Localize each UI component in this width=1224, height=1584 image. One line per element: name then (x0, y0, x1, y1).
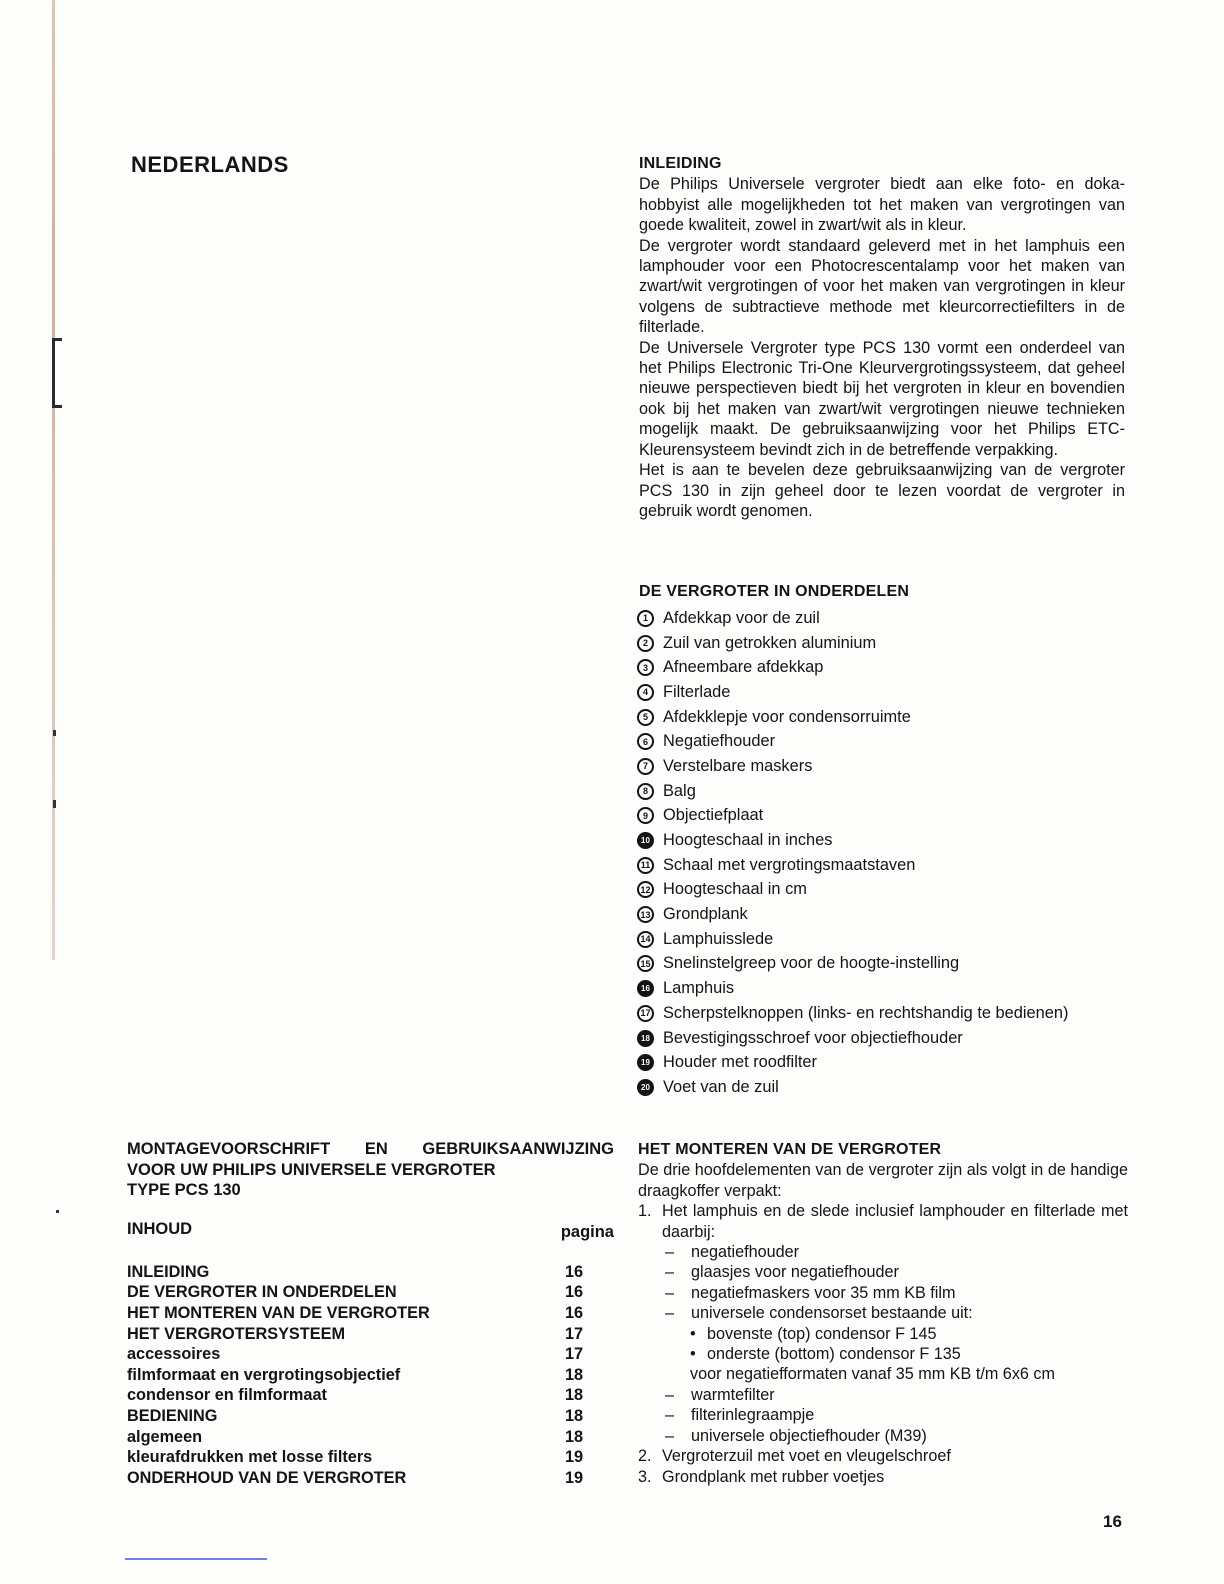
list-text: Vergroterzuil met voet en vleugelschroef (662, 1447, 951, 1466)
table-row (127, 1262, 614, 1283)
table-row (127, 1283, 614, 1304)
circled-number: 8 (637, 783, 654, 800)
part-label: Afneembare afdekkap (663, 658, 824, 677)
language-title: NEDERLANDS (131, 152, 289, 177)
title-line: VOOR UW PHILIPS UNIVERSELE VERGROTER (127, 1160, 496, 1179)
toc-entry: ONDERHOUD VAN DE VERGROTER (127, 1468, 407, 1487)
list-text: glaasjes voor negatiefhouder (691, 1263, 899, 1282)
table-row (127, 1447, 614, 1468)
table-row (127, 1324, 614, 1345)
circled-number: 3 (637, 659, 654, 676)
part-label: Lamphuis (663, 979, 735, 998)
list-item (637, 902, 1157, 927)
part-label: Objectiefplaat (663, 806, 764, 825)
part-label: Voet van de zuil (663, 1077, 779, 1096)
toc-entry: algemeen (127, 1427, 203, 1446)
list-item: • bovenste (top) condensor F 145 (690, 1324, 937, 1343)
part-label: Grondplank (663, 905, 748, 924)
circled-number: 14 (637, 931, 654, 948)
table-row (127, 1303, 614, 1324)
list-item (637, 1001, 1157, 1026)
parts-list (637, 606, 1157, 1100)
intro-paragraph: De vergroter wordt standaard geleverd met in het lamphuis een lamphouder voor een Photocrescentalamp voor het maken van zwart/wit vergrotingen of voor het maken van vergrotingen in kleur volgens de subtractieve methode met kleurcorrectiefilters in de filterlade. (639, 236, 1125, 337)
list-item: – glaasjes voor negatiefhouder (665, 1263, 899, 1282)
list-item (637, 1075, 1157, 1100)
list-item (637, 655, 1157, 680)
part-label: Afdekklepje voor condensorruimte (663, 707, 911, 726)
title-line: TYPE PCS 130 (127, 1181, 241, 1199)
intro-paragraph: De Philips Universele vergroter biedt aan elke foto- en doka-hobbyist alle mogelijkheden tot het maken van vergrotingen van goede kwaliteit, zowel in zwart/wit als in kleur. (639, 175, 1125, 235)
list-item (637, 804, 1157, 829)
list-text: universele objectiefhouder (M39) (691, 1426, 927, 1445)
title-line (127, 1139, 614, 1160)
list-text: universele condensorset bestaande uit: (691, 1304, 973, 1323)
list-text: warmtefilter (691, 1385, 775, 1404)
toc-page: 16 (564, 1283, 584, 1302)
title-word: GEBRUIKSAANWIJZING (422, 1140, 614, 1158)
title-word: EN (364, 1140, 388, 1158)
list-item (637, 729, 1157, 754)
mounting-heading: HET MONTEREN VAN DE VERGROTER (638, 1141, 942, 1158)
toc-entry: HET VERGROTERSYSTEEM (127, 1324, 346, 1343)
part-label: Houder met roodfilter (663, 1053, 817, 1072)
list-text: Grondplank met rubber voetjes (662, 1467, 885, 1486)
list-item (637, 606, 1157, 631)
circled-number: 6 (637, 733, 654, 750)
circled-number: 19 (637, 1054, 654, 1071)
circled-number: 2 (637, 635, 654, 652)
table-row (127, 1365, 614, 1386)
list-item (637, 828, 1157, 853)
list-item (637, 853, 1157, 878)
list-item (637, 1026, 1157, 1051)
toc-entry: HET MONTEREN VAN DE VERGROTER (127, 1303, 430, 1322)
part-label: Zuil van getrokken aluminium (663, 633, 877, 652)
table-row (127, 1406, 614, 1427)
list-text: bovenste (top) condensor F 145 (707, 1324, 937, 1343)
list-item (638, 1467, 1128, 1487)
table-row (127, 1468, 614, 1489)
part-label: Hoogteschaal in cm (663, 880, 807, 899)
scan-bracket-mark (52, 338, 62, 408)
list-item (637, 705, 1157, 730)
scan-speck (56, 1210, 59, 1213)
list-text: negatiefhouder (691, 1243, 800, 1262)
list-number: 1. (638, 1202, 652, 1221)
circled-number: 10 (637, 832, 654, 849)
circled-number: 15 (637, 955, 654, 972)
table-row (127, 1344, 614, 1365)
list-item (637, 927, 1157, 952)
list-item: – negatiefmaskers voor 35 mm KB film (665, 1283, 956, 1302)
list-item (637, 754, 1157, 779)
circled-number: 1 (637, 610, 654, 627)
toc-page: 18 (564, 1386, 584, 1405)
toc-entry: condensor en filmformaat (127, 1386, 327, 1405)
list-item: – warmtefilter (665, 1385, 775, 1404)
toc-page: 18 (564, 1365, 584, 1384)
table-of-contents (127, 1220, 614, 1489)
list-item: • onderste (bottom) condensor F 135 (690, 1345, 961, 1364)
list-text: onderste (bottom) condensor F 135 (707, 1345, 961, 1364)
footer-rule (125, 1558, 267, 1560)
circled-number: 4 (637, 684, 654, 701)
part-label: Scherpstelknoppen (links- en rechtshandig te bedienen) (663, 1003, 1069, 1022)
part-label: Filterlade (663, 682, 731, 701)
toc-entry: kleurafdrukken met losse filters (127, 1448, 373, 1467)
toc-page: 19 (564, 1468, 584, 1487)
toc-entry: filmformaat en vergrotingsobjectief (127, 1365, 401, 1384)
toc-page: 19 (564, 1448, 584, 1467)
part-label: Negatiefhouder (663, 732, 776, 751)
part-label: Verstelbare maskers (663, 756, 813, 775)
table-row (127, 1386, 614, 1407)
title-word: MONTAGEVOORSCHRIFT (127, 1140, 331, 1158)
list-item (637, 1050, 1157, 1075)
toc-page: 18 (564, 1406, 584, 1425)
toc-page: 16 (564, 1303, 584, 1322)
mounting-section (638, 1140, 1128, 1487)
circled-number: 12 (637, 881, 654, 898)
toc-entry: DE VERGROTER IN ONDERDELEN (127, 1283, 397, 1302)
intro-section (639, 154, 1125, 521)
scan-speck (53, 800, 56, 808)
intro-paragraph: De Universele Vergroter type PCS 130 vormt een onderdeel van het Philips Electronic Tri-One Kleurvergrotingssysteem, dat geheel nieuwe perspectieven biedt bij het vergroten in kleur en bovendien ook bij het maken van zwart/wit vergrotingen nieuwe technieken mogelijk maakt. De gebruiksaanwijzing voor het Philips ETC-Kleurensysteem bevindt zich in de betreffende verpakking. (639, 338, 1125, 459)
part-label: Afdekkap voor de zuil (663, 608, 820, 627)
toc-page: 18 (564, 1427, 584, 1446)
list-text: filterinlegraampje (691, 1406, 815, 1425)
list-text: negatiefmaskers voor 35 mm KB film (691, 1283, 956, 1302)
circled-number: 20 (637, 1079, 654, 1096)
document-title (127, 1139, 614, 1201)
toc-page-label: pagina (560, 1223, 614, 1241)
list-number: 2. (638, 1447, 652, 1466)
intro-heading: INLEIDING (639, 155, 722, 172)
list-note: voor negatiefformaten vanaf 35 mm KB t/m 6x6 cm (690, 1365, 1055, 1384)
list-item (638, 1446, 1128, 1466)
toc-entry: accessoires (127, 1345, 221, 1364)
circled-number: 9 (637, 807, 654, 824)
table-row (127, 1427, 614, 1448)
list-item (637, 779, 1157, 804)
toc-header (127, 1220, 614, 1242)
circled-number: 11 (637, 857, 654, 874)
toc-entry: BEDIENING (127, 1406, 218, 1425)
list-item (637, 878, 1157, 903)
circled-number: 13 (637, 906, 654, 923)
list-item: – filterinlegraampje (665, 1406, 815, 1425)
circled-number: 5 (637, 709, 654, 726)
toc-page: 17 (564, 1324, 584, 1343)
scan-edge-line (52, 0, 55, 960)
toc-entry: INLEIDING (127, 1262, 210, 1281)
list-text: Het lamphuis en de slede inclusief lamphouder en filterlade met daarbij: (662, 1202, 1128, 1241)
toc-heading: INHOUD (127, 1220, 193, 1238)
list-item (637, 952, 1157, 977)
part-label: Hoogteschaal in inches (663, 831, 833, 850)
intro-paragraph: Het is aan te bevelen deze gebruiksaanwijzing van de vergroter PCS 130 in zijn geheel door te lezen voordat de vergroter in gebruik wordt genomen. (639, 461, 1125, 520)
scan-speck (53, 730, 56, 736)
page-number: 16 (1103, 1512, 1122, 1531)
circled-number: 18 (637, 1030, 654, 1047)
part-label: Bevestigingsschroef voor objectiefhouder (663, 1028, 963, 1047)
circled-number: 7 (637, 758, 654, 775)
list-item: – negatiefhouder (665, 1243, 800, 1262)
list-item (637, 976, 1157, 1001)
mounting-intro: De drie hoofdelementen van de vergroter zijn als volgt in de handige draagkoffer verpakt: (638, 1161, 1128, 1200)
parts-heading: DE VERGROTER IN ONDERDELEN (639, 583, 910, 600)
list-item (638, 1201, 1128, 1242)
toc-page: 17 (564, 1345, 584, 1364)
list-item (637, 631, 1157, 656)
part-label: Lamphuisslede (663, 929, 774, 948)
list-item (637, 680, 1157, 705)
toc-page: 16 (564, 1262, 584, 1281)
part-label: Balg (663, 781, 696, 800)
part-label: Snelinstelgreep voor de hoogte-instelling (663, 954, 960, 973)
list-item: – universele objectiefhouder (M39) (665, 1426, 927, 1445)
list-item: – universele condensorset bestaande uit: (665, 1304, 973, 1323)
circled-number: 16 (637, 980, 654, 997)
part-label: Schaal met vergrotingsmaatstaven (663, 855, 916, 874)
circled-number: 17 (637, 1005, 654, 1022)
list-number: 3. (638, 1467, 652, 1486)
